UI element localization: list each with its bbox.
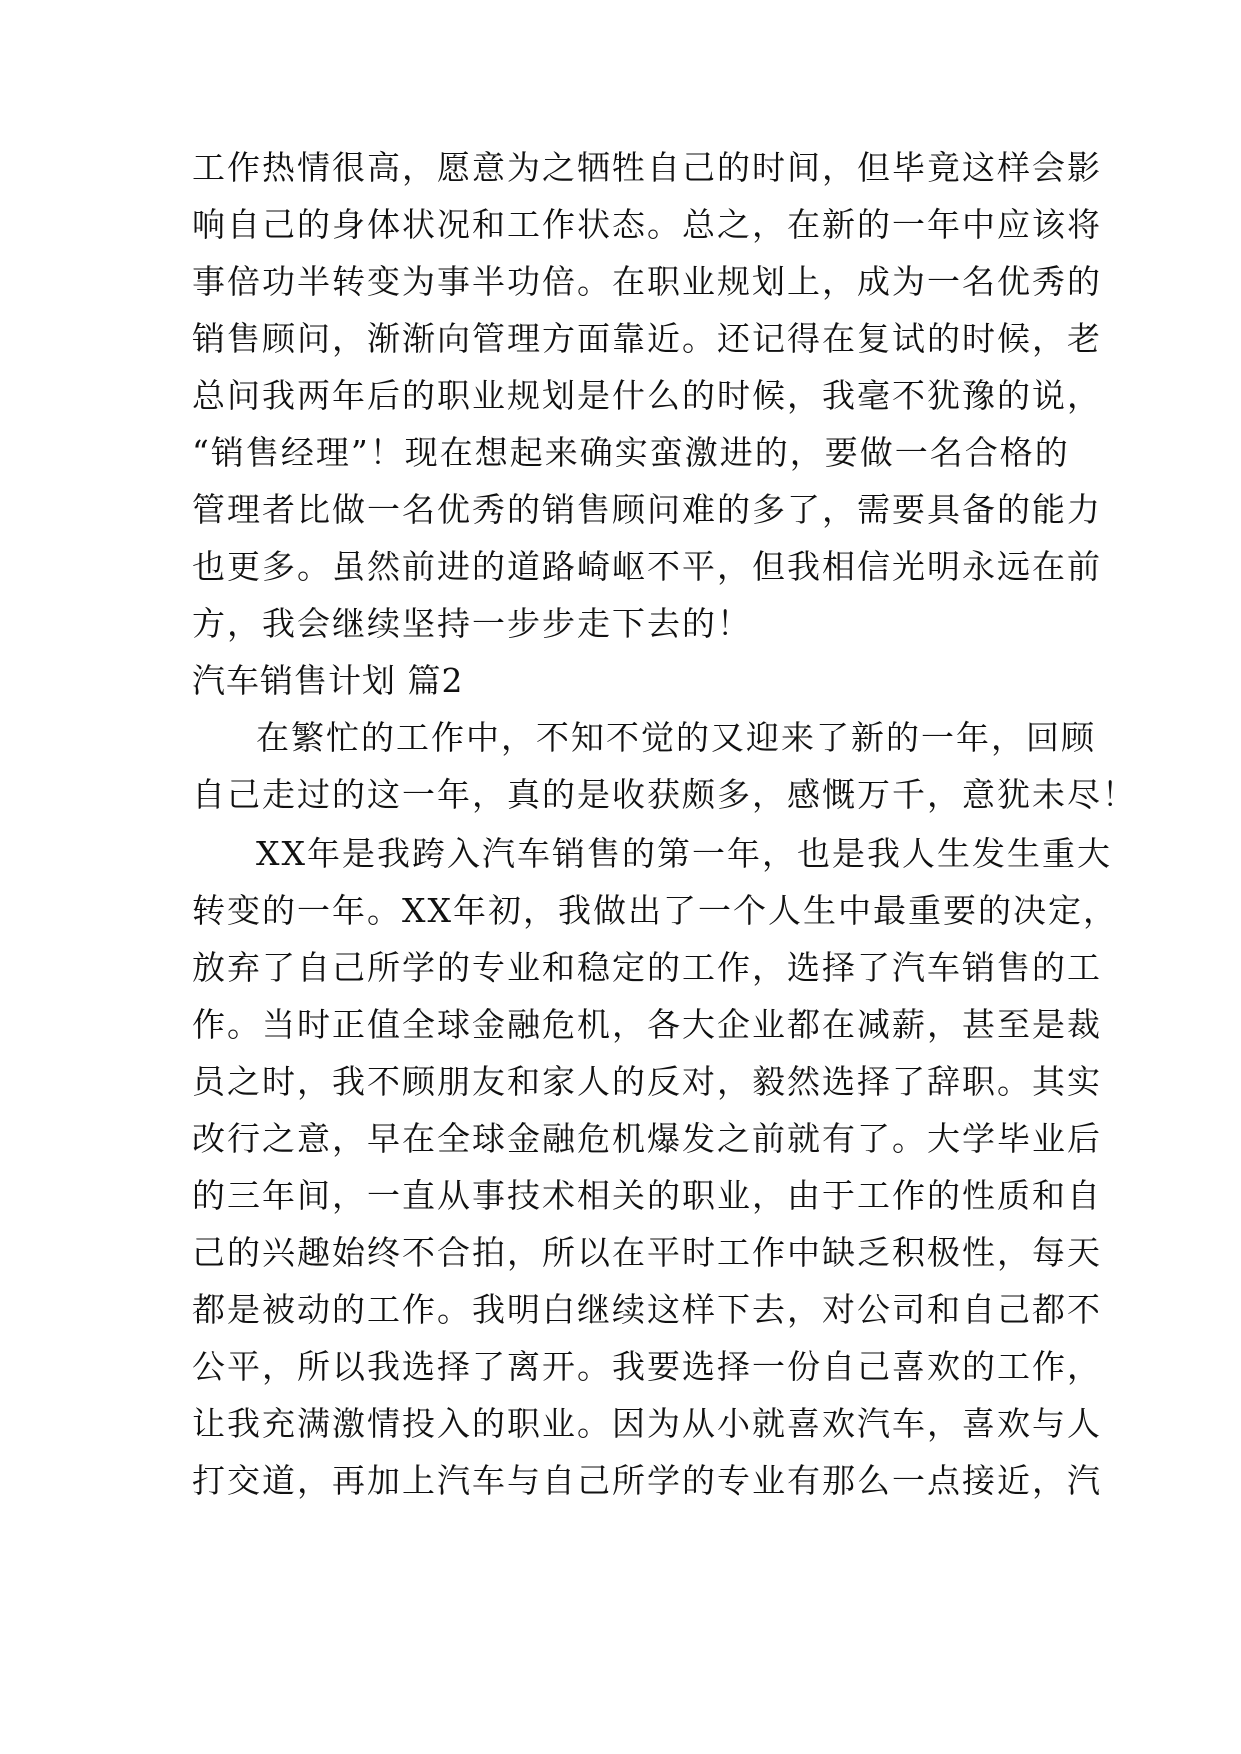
paragraph-line: 的三年间，一直从事技术相关的职业，由于工作的性质和自 bbox=[192, 1176, 1102, 1215]
paragraph-line: XX年是我跨入汽车销售的第一年，也是我人生发生重大 bbox=[256, 834, 1112, 873]
paragraph-line: 让我充满激情投入的职业。因为从小就喜欢汽车，喜欢与人 bbox=[192, 1404, 1102, 1443]
paragraph-line: 自己走过的这一年，真的是收获颇多，感慨万千，意犹未尽！ bbox=[192, 775, 1137, 814]
paragraph-line: 也更多。虽然前进的道路崎岖不平，但我相信光明永远在前 bbox=[192, 547, 1102, 586]
paragraph-line: 都是被动的工作。我明白继续这样下去，对公司和自己都不 bbox=[192, 1290, 1102, 1329]
paragraph-line: 员之时，我不顾朋友和家人的反对，毅然选择了辞职。其实 bbox=[192, 1062, 1102, 1101]
paragraph-line: 销售顾问，渐渐向管理方面靠近。还记得在复试的时候，老 bbox=[192, 319, 1102, 358]
paragraph-line: 响自己的身体状况和工作状态。总之，在新的一年中应该将 bbox=[192, 205, 1102, 244]
section-heading: 汽车销售计划 篇2 bbox=[192, 661, 464, 700]
paragraph-line: 总问我两年后的职业规划是什么的时候，我毫不犹豫的说， bbox=[192, 376, 1102, 415]
paragraph-line: 事倍功半转变为事半功倍。在职业规划上，成为一名优秀的 bbox=[192, 262, 1102, 301]
paragraph-line: 方，我会继续坚持一步步走下去的！ bbox=[192, 604, 752, 643]
paragraph-line: 己的兴趣始终不合拍，所以在平时工作中缺乏积极性，每天 bbox=[192, 1233, 1102, 1272]
paragraph-line: 工作热情很高，愿意为之牺牲自己的时间，但毕竟这样会影 bbox=[192, 148, 1102, 187]
paragraph-line: 改行之意，早在全球金融危机爆发之前就有了。大学毕业后 bbox=[192, 1119, 1102, 1158]
paragraph-line: 在繁忙的工作中，不知不觉的又迎来了新的一年，回顾 bbox=[256, 718, 1096, 757]
paragraph-line: 公平，所以我选择了离开。我要选择一份自己喜欢的工作， bbox=[192, 1347, 1102, 1386]
paragraph-line: 打交道，再加上汽车与自己所学的专业有那么一点接近，汽 bbox=[192, 1461, 1102, 1500]
paragraph-line: “销售经理”！现在想起来确实蛮激进的，要做一名合格的 bbox=[192, 433, 1070, 472]
paragraph-line: 放弃了自己所学的专业和稳定的工作，选择了汽车销售的工 bbox=[192, 948, 1102, 987]
paragraph-line: 转变的一年。XX年初，我做出了一个人生中最重要的决定， bbox=[192, 891, 1118, 930]
paragraph-line: 管理者比做一名优秀的销售顾问难的多了，需要具备的能力 bbox=[192, 490, 1102, 529]
paragraph-line: 作。当时正值全球金融危机，各大企业都在减薪，甚至是裁 bbox=[192, 1005, 1102, 1044]
